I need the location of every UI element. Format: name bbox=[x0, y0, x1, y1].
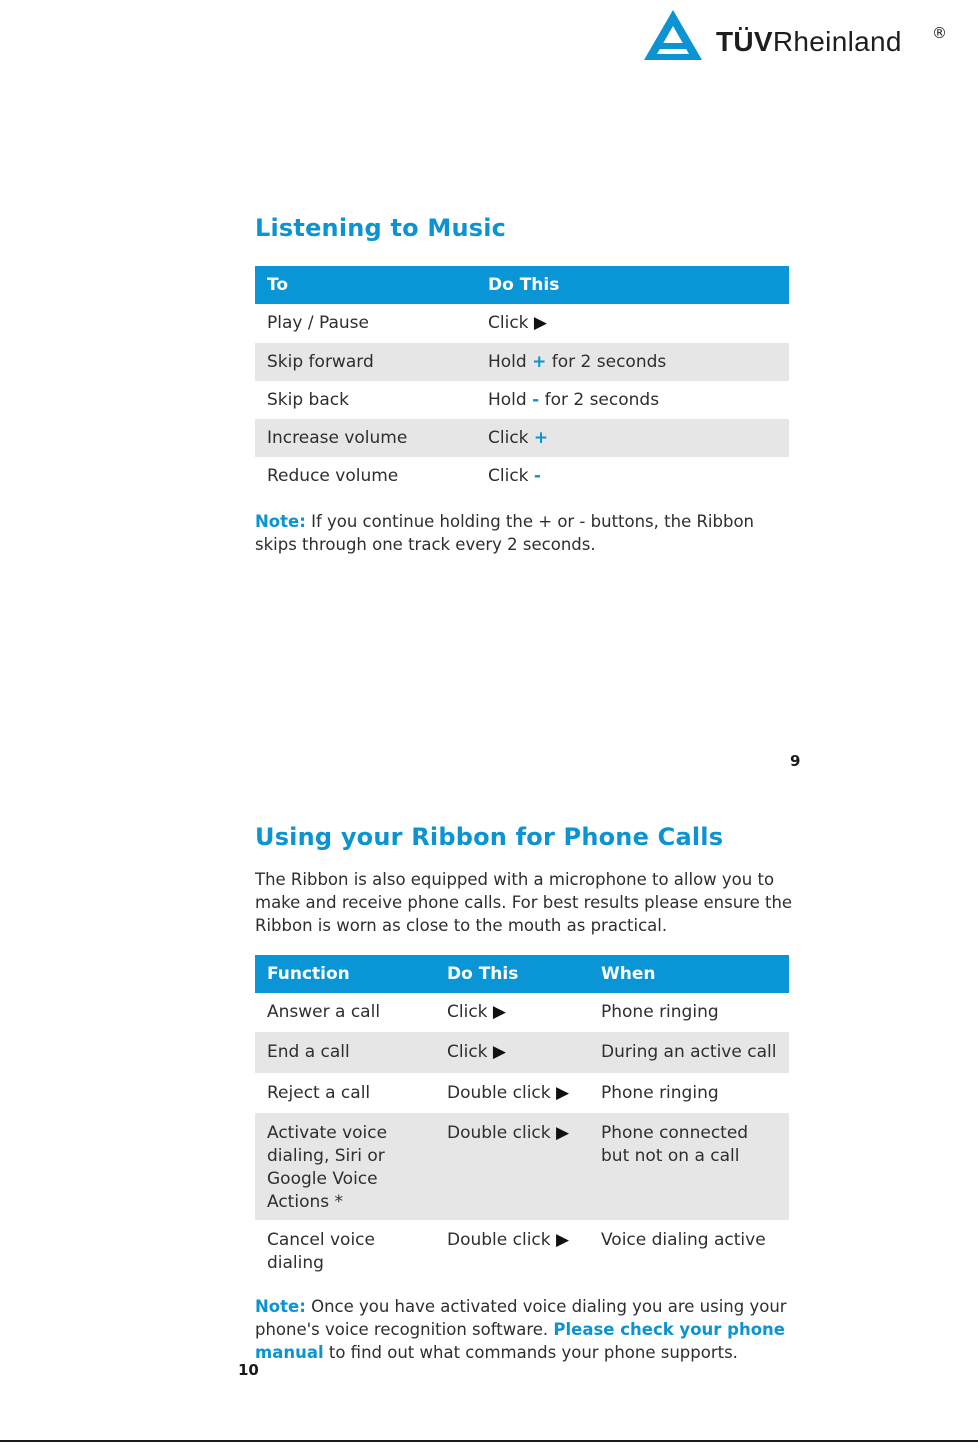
table-row bbox=[255, 304, 789, 343]
tuv-rheinland-logo bbox=[642, 8, 962, 64]
instruction-duration: for 2 seconds bbox=[544, 389, 660, 410]
function-cell: End a call bbox=[255, 1032, 435, 1073]
minus-button-symbol: - bbox=[533, 466, 541, 486]
table-row bbox=[255, 1113, 789, 1220]
triangle-logo-icon bbox=[642, 8, 704, 64]
instruction-verb: Hold bbox=[488, 351, 527, 372]
play-icon: ▶ bbox=[556, 1082, 570, 1103]
calls-section-title: Using your Ribbon for Phone Calls bbox=[255, 823, 724, 851]
column-header: To bbox=[255, 266, 476, 304]
calls-intro: The Ribbon is also equipped with a microphone to allow you to make and receive phone calls. For best results please ensure the Ribbon is worn as close to the mouth as practical. bbox=[255, 870, 793, 935]
table-row bbox=[255, 1220, 789, 1276]
action-cell: Reduce volume bbox=[267, 466, 399, 486]
do-this-cell bbox=[476, 343, 789, 381]
table-row bbox=[255, 1032, 789, 1073]
page-number: 10 bbox=[238, 1361, 259, 1379]
instruction-verb: Click bbox=[447, 1002, 488, 1022]
function-cell: Reject a call bbox=[267, 1082, 371, 1103]
when-cell: Phone ringing bbox=[601, 1082, 719, 1103]
music-note bbox=[255, 510, 795, 556]
page-number: 9 bbox=[790, 752, 801, 770]
do-this-cell bbox=[435, 1073, 589, 1113]
music-section-title: Listening to Music bbox=[255, 214, 507, 242]
when-cell: Phone connected but not on a call bbox=[589, 1113, 789, 1220]
note-text: If you continue holding the + or - buttons, the Ribbon skips through one track every 2 seconds. bbox=[255, 512, 755, 554]
instruction-verb: Click bbox=[447, 1042, 488, 1062]
table-row bbox=[255, 1073, 789, 1113]
table-row bbox=[255, 457, 789, 496]
minus-button-symbol: - bbox=[532, 389, 540, 410]
instruction-verb: Double click bbox=[447, 1082, 551, 1103]
note-label: Note: bbox=[255, 512, 306, 531]
column-header: Do This bbox=[435, 955, 589, 993]
table-header-row bbox=[255, 266, 789, 304]
page-bottom-rule bbox=[0, 1440, 978, 1442]
phone-manual-link[interactable]: Please check your phone manual bbox=[255, 1320, 785, 1362]
action-cell: Skip back bbox=[267, 389, 349, 410]
table-row bbox=[255, 343, 789, 381]
note-text-end: to find out what commands your phone supports. bbox=[328, 1343, 738, 1362]
note-text: Once you have activated voice dialing you are using your phone's voice recognition software. bbox=[255, 1297, 787, 1339]
instruction-duration: for 2 seconds bbox=[551, 351, 667, 372]
logo-wordmark: TÜVRheinland bbox=[716, 26, 902, 57]
instruction-verb: Double click bbox=[447, 1123, 551, 1143]
play-icon: ▶ bbox=[492, 1002, 506, 1022]
action-cell: Play / Pause bbox=[267, 313, 369, 333]
table-row bbox=[255, 993, 789, 1032]
do-this-cell bbox=[476, 419, 789, 457]
do-this-cell bbox=[435, 1113, 589, 1220]
play-icon: ▶ bbox=[556, 1230, 570, 1250]
play-icon: ▶ bbox=[556, 1123, 570, 1143]
registered-mark: ® bbox=[932, 24, 947, 42]
do-this-cell bbox=[435, 1220, 589, 1276]
table-header-row bbox=[255, 955, 789, 993]
plus-button-symbol: + bbox=[533, 427, 549, 448]
instruction-verb: Click bbox=[488, 466, 529, 486]
music-controls-table bbox=[255, 266, 789, 496]
calls-controls-table bbox=[255, 955, 789, 1276]
plus-button-symbol: + bbox=[532, 351, 547, 372]
when-cell: During an active call bbox=[589, 1032, 789, 1073]
do-this-cell bbox=[476, 304, 789, 343]
instruction-verb: Hold bbox=[488, 389, 527, 410]
action-cell: Skip forward bbox=[255, 343, 476, 381]
note-label: Note: bbox=[255, 1297, 306, 1316]
function-cell: Cancel voice dialing bbox=[267, 1230, 375, 1273]
do-this-cell bbox=[435, 993, 589, 1032]
column-header: When bbox=[589, 955, 789, 993]
play-icon: ▶ bbox=[533, 313, 547, 333]
do-this-cell bbox=[435, 1032, 589, 1073]
do-this-cell bbox=[476, 381, 789, 419]
do-this-cell bbox=[476, 457, 789, 496]
play-icon: ▶ bbox=[492, 1042, 506, 1062]
column-header: Function bbox=[255, 955, 435, 993]
instruction-verb: Click bbox=[488, 427, 529, 448]
instruction-verb: Double click bbox=[447, 1230, 551, 1250]
column-header: Do This bbox=[476, 266, 789, 304]
table-row bbox=[255, 419, 789, 457]
action-cell: Increase volume bbox=[255, 419, 476, 457]
calls-note bbox=[255, 1295, 795, 1364]
table-row bbox=[255, 381, 789, 419]
function-cell: Activate voice dialing, Siri or Google Voice Actions * bbox=[255, 1113, 435, 1220]
instruction-verb: Click bbox=[488, 313, 529, 333]
function-cell: Answer a call bbox=[267, 1002, 381, 1022]
when-cell: Voice dialing active bbox=[601, 1230, 766, 1250]
when-cell: Phone ringing bbox=[601, 1002, 719, 1022]
